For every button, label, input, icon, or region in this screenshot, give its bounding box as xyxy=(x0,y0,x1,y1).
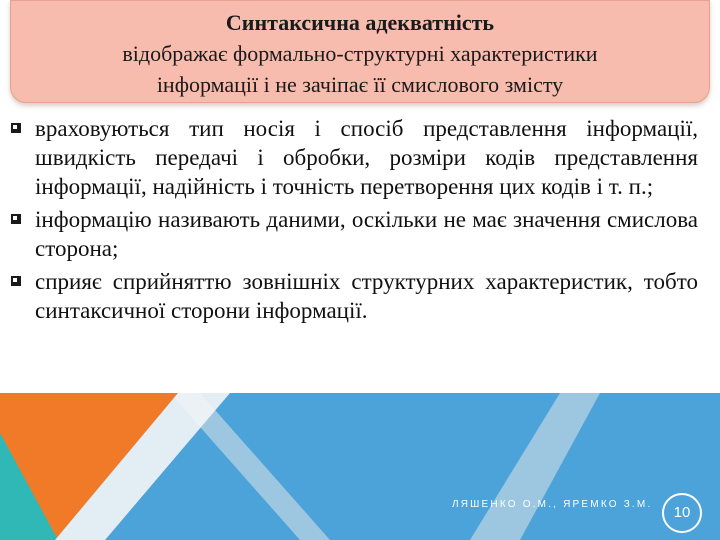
title-line-3: інформації і не зачіпає її смислового змісту xyxy=(156,72,564,97)
title-heading: Синтаксична адекватність xyxy=(225,10,495,35)
title-box xyxy=(10,0,710,103)
bullet-item xyxy=(8,267,698,325)
square-bullet-icon xyxy=(11,276,21,286)
square-bullet-icon xyxy=(11,214,21,224)
square-bullet-icon xyxy=(11,123,21,133)
title-line-2: відображає формально-структурні характеристики xyxy=(122,41,598,66)
author-credit: ЛЯШЕНКО О.М., ЯРЕМКО З.М. xyxy=(452,499,653,510)
bullet-item xyxy=(8,205,698,263)
footer-decoration xyxy=(0,393,720,540)
bullet-item xyxy=(8,114,698,201)
bullet-text: сприяє сприйняттю зовнішніх структурних характеристик, тобто синтаксичної сторони інформації. xyxy=(35,269,698,323)
bullet-text: враховуються тип носія і спосіб представлення інформації, швидкість передачі і обробки, розміри кодів представлення інформації, надійність і точність перетворення цих кодів і т. п.; xyxy=(35,116,698,199)
bullet-list xyxy=(8,114,698,329)
bullet-text: інформацію називають даними, оскільки не має значення смислова сторона; xyxy=(35,207,698,261)
page-number: 10 xyxy=(662,493,702,533)
